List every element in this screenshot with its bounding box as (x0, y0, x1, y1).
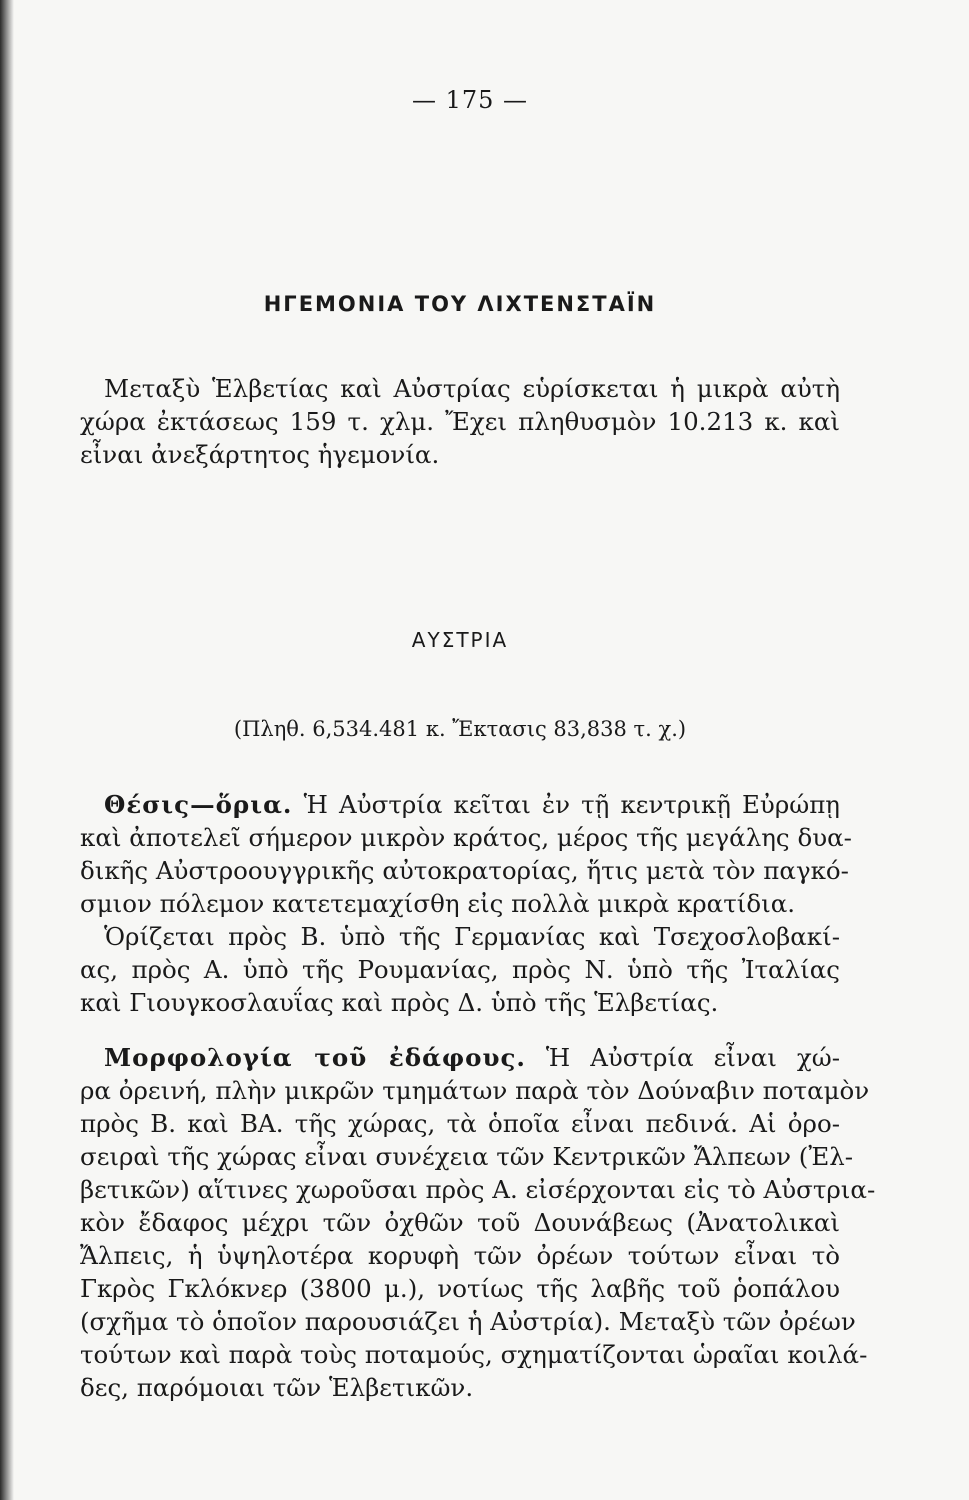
text-line: σειραὶ τῆς χώρας εἶναι συνέχεια τῶν Κεντρικῶν Ἄλπεων (Ἐλ- (80, 1142, 854, 1171)
section-heading-austria: ΑΥΣΤΡΙΑ (411, 628, 509, 652)
text-run: Ἡ Αὐστρία κεῖται ἐν τῇ κεντρικῇ Εὐρώπῃ (303, 790, 840, 819)
text-line: βετικῶν) αἵτινες χωροῦσαι πρὸς Α. εἰσέρχονται εἰς τὸ Αὐστρια- (80, 1175, 876, 1204)
text-line (80, 1041, 840, 1074)
morphology-paragraph (80, 1041, 876, 1404)
text-line: Μεταξὺ Ἑλβετίας καὶ Αὐστρίας εὑρίσκεται ἡ μικρὰ αὐτὴ (104, 374, 840, 403)
text-line: Ἄλπεις, ἡ ὑψηλοτέρα κορυφὴ τῶν ὀρέων τούτων εἶναι τὸ (80, 1241, 840, 1270)
text-line: εἶναι ἀνεξάρτητος ἡγεμονία. (80, 440, 440, 469)
text-line: τούτων καὶ παρὰ τοὺς ποταμούς, σχηματίζονται ὡραῖαι κοιλά- (80, 1340, 868, 1369)
binding-shadow (0, 0, 14, 1500)
text-run: Ἡ Αὐστρία εἶναι χώ- (545, 1043, 840, 1072)
text-line: καὶ Γιουγκοσλαυΐας καὶ πρὸς Δ. ὑπὸ τῆς Ἑλβετίας. (80, 988, 719, 1017)
page-number: — 175 — (411, 86, 529, 114)
text-line: ρα ὀρεινή, πλὴν μικρῶν τμημάτων παρὰ τὸν Δούναβιν ποταμὸν (80, 1076, 870, 1105)
text-line: καὶ ἀποτελεῖ σήμερον μικρὸν κράτος, μέρος τῆς μεγάλης δυα- (80, 823, 852, 852)
run-in-heading-position: Θέσις—ὅρια. (104, 790, 293, 819)
text-line: (σχῆμα τὸ ὁποῖον παρουσιάζει ἡ Αὐστρία). Μεταξὺ τῶν ὀρέων (80, 1307, 856, 1336)
text-line: πρὸς Β. καὶ ΒΑ. τῆς χώρας, τὰ ὁποῖα εἶναι πεδινά. Αἱ ὀρο- (80, 1109, 840, 1138)
position-paragraph (80, 788, 852, 1019)
text-line: σμιον πόλεμον κατετεμαχίσθη εἰς πολλὰ μικρὰ κρατίδια. (80, 889, 796, 918)
run-in-heading-morphology: Μορφολογία τοῦ ἐδάφους. (104, 1043, 526, 1072)
section-heading-liechtenstein: ΗΓΕΜΟΝΙΑ ΤΟΥ ΛΙΧΤΕΝΣΤΑΪΝ (263, 292, 657, 316)
text-line: Γκρὸς Γκλόκνερ (3800 μ.), νοτίως τῆς λαβῆς τοῦ ῥοπάλου (80, 1274, 840, 1303)
text-line: Ὁρίζεται πρὸς Β. ὑπὸ τῆς Γερμανίας καὶ Τσεχοσλοβακί- (104, 922, 840, 951)
text-line (80, 788, 840, 821)
text-line: κὸν ἔδαφος μέχρι τῶν ὀχθῶν τοῦ Δουνάβεως (Ἀνατολικαὶ (80, 1208, 840, 1237)
text-line: ας, πρὸς Α. ὑπὸ τῆς Ρουμανίας, πρὸς Ν. ὑπὸ τῆς Ἰταλίας (80, 955, 840, 984)
text-line: χώρα ἐκτάσεως 159 τ. χλμ. Ἔχει πληθυσμὸν 10.213 κ. καὶ (80, 407, 840, 436)
austria-statistics: (Πληθ. 6,534.481 κ. Ἔκτασις 83,838 τ. χ.) (233, 717, 687, 741)
text-line: δικῆς Αὐστροουγγρικῆς αὐτοκρατορίας, ἥτις μετὰ τὸν παγκό- (80, 856, 849, 885)
liechtenstein-paragraph (80, 372, 840, 471)
text-line: δες, παρόμοιαι τῶν Ἑλβετικῶν. (80, 1373, 474, 1402)
